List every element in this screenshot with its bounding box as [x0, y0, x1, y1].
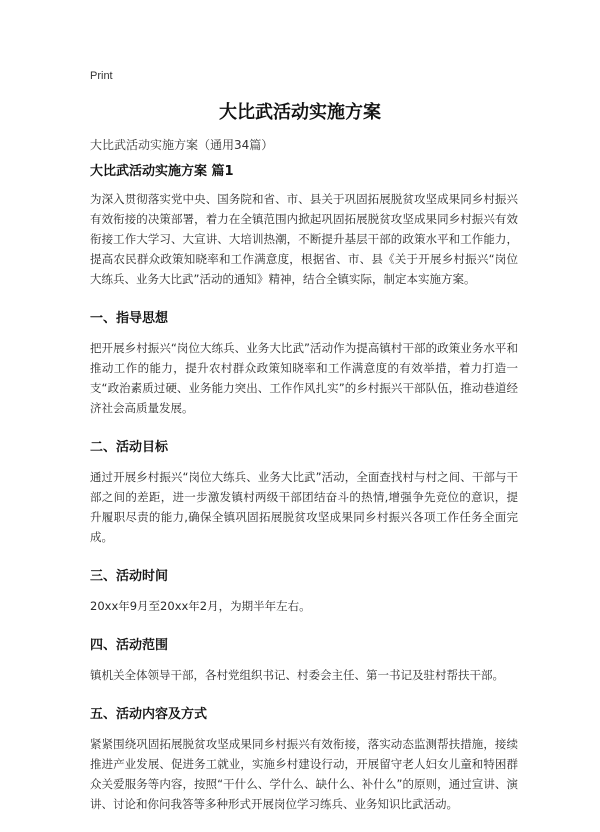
print-link[interactable]: Print [90, 70, 113, 82]
section-heading-time: 三、活动时间 [90, 569, 169, 584]
section-text-scope: 镇机关全体领导干部，各村党组织书记、村委会主任、第一书记及驻村帮扶干部。 [90, 668, 504, 682]
page-subtitle: 大比武活动实施方案（通用34篇） [90, 138, 274, 152]
section-text-time: 20xx年9月至20xx年2月，为期半年左右。 [90, 599, 311, 613]
section-text-content: 紧紧围绕巩固拓展脱贫攻坚成果同乡村振兴有效衔接，落实动态监测帮扶措施，接续推进产业发展、促进务工就业，实施乡村建设行动，开展留守老人妇女儿童和特困群众关爱服务等内容，按照“干什么、学什么、缺什么、补什么”的原则，通过宣讲、演讲、讨论和你问我答等多种形式开展岗位学习练兵、业务知识比武活动。 [90, 737, 518, 811]
page-title: 大比武活动实施方案 [219, 102, 381, 123]
section-heading-goals: 二、活动目标 [90, 440, 169, 455]
section-heading-scope: 四、活动范围 [90, 638, 169, 653]
article-heading: 大比武活动实施方案 篇1 [90, 164, 234, 179]
section-text-guiding: 把开展乡村振兴“岗位大练兵、业务大比武”活动作为提高镇村干部的政策业务水平和推动工作的能力，提升农村群众政策知晓率和工作满意度的有效举措，着力打造一支“政治素质过硬、业务能力突出、工作作风扎实”的乡村振兴干部队伍，推动巷道经济社会高质量发展。 [90, 341, 518, 415]
article-body [90, 160, 518, 832]
section-heading-guiding: 一、指导思想 [90, 311, 169, 326]
section-heading-content: 五、活动内容及方式 [90, 707, 208, 722]
section-text-goals: 通过开展乡村振兴“岗位大练兵、业务大比武”活动，全面查找村与村之间、干部与干部之间的差距，进一步激发镇村两级干部团结奋斗的热情,增强争先竞位的意识，提升履职尽责的能力,确保全镇巩固拓展脱贫攻坚成果同乡村振兴各项工作任务全面完成。 [90, 470, 518, 544]
intro-paragraph: 为深入贯彻落实党中央、国务院和省、市、县关于巩固拓展脱贫攻坚成果同乡村振兴有效衔接的决策部署，着力在全镇范围内掀起巩固拓展脱贫攻坚成果同乡村振兴有效衔接工作大学习、大宣讲、大培训热潮，不断提升基层干部的政策水平和工作能力，提高农民群众政策知晓率和工作满意度，根据省、市、县《关于开展乡村振兴“岗位大练兵、业务大比武”活动的通知》精神，结合全镇实际，制定本实施方案。 [90, 192, 518, 286]
